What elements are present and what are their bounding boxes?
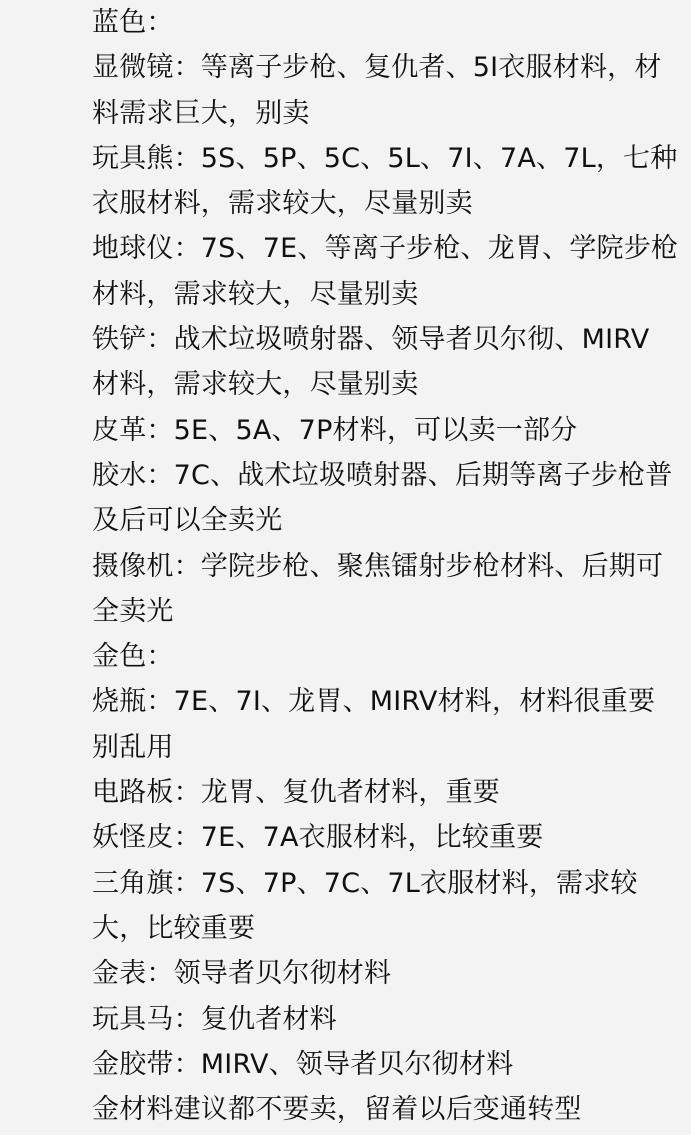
text-line: 蓝色：: [92, 7, 174, 38]
text-line: 及后可以全卖光: [92, 505, 283, 537]
text-line: 金色：: [92, 641, 174, 673]
text-line: 胶水：7C、战术垃圾喷射器、后期等离子步枪普: [92, 459, 673, 491]
text-line: 地球仪：7S、7E、等离子步枪、龙胃、学院步枪: [92, 233, 679, 265]
text-line: 衣服材料，需求较大，尽量别卖: [92, 188, 473, 220]
text-line: 三角旗：7S、7P、7C、7L衣服材料，需求较: [92, 867, 638, 899]
text-content: [92, 0, 679, 1132]
text-line: 皮革：5E、5A、7P材料，可以卖一部分: [92, 414, 578, 446]
text-line: 金胶带：MIRV、领导者贝尔彻材料: [92, 1048, 514, 1080]
text-line: 材料，需求较大，尽量别卖: [92, 278, 419, 310]
text-line: 电路板：龙胃、复仇者材料，重要: [92, 777, 500, 809]
text-line: 妖怪皮：7E、7A衣服材料，比较重要: [92, 822, 544, 854]
text-line: 玩具马：复仇者材料: [92, 1003, 337, 1035]
text-line: 显微镜：等离子步枪、复仇者、5I衣服材料，材: [92, 52, 662, 84]
text-line: 材料，需求较大，尽量别卖: [92, 369, 419, 401]
text-line: 金表：领导者贝尔彻材料: [92, 958, 392, 990]
text-line: 摄像机：学院步枪、聚焦镭射步枪材料、后期可: [92, 550, 664, 582]
text-line: 烧瓶：7E、7I、龙胃、MIRV材料，材料很重要: [92, 686, 656, 718]
text-line: 别乱用: [92, 731, 174, 763]
text-line: 铁铲：战术垃圾喷射器、领导者贝尔彻、MIRV: [92, 324, 650, 356]
text-line: 金材料建议都不要卖，留着以后变通转型: [92, 1094, 582, 1126]
text-line: 全卖光: [92, 595, 174, 627]
text-line: 料需求巨大，别卖: [92, 97, 310, 129]
text-line: 大，比较重要: [92, 912, 256, 944]
text-line: 玩具熊：5S、5P、5C、5L、7I、7A、7L，七种: [92, 142, 678, 174]
